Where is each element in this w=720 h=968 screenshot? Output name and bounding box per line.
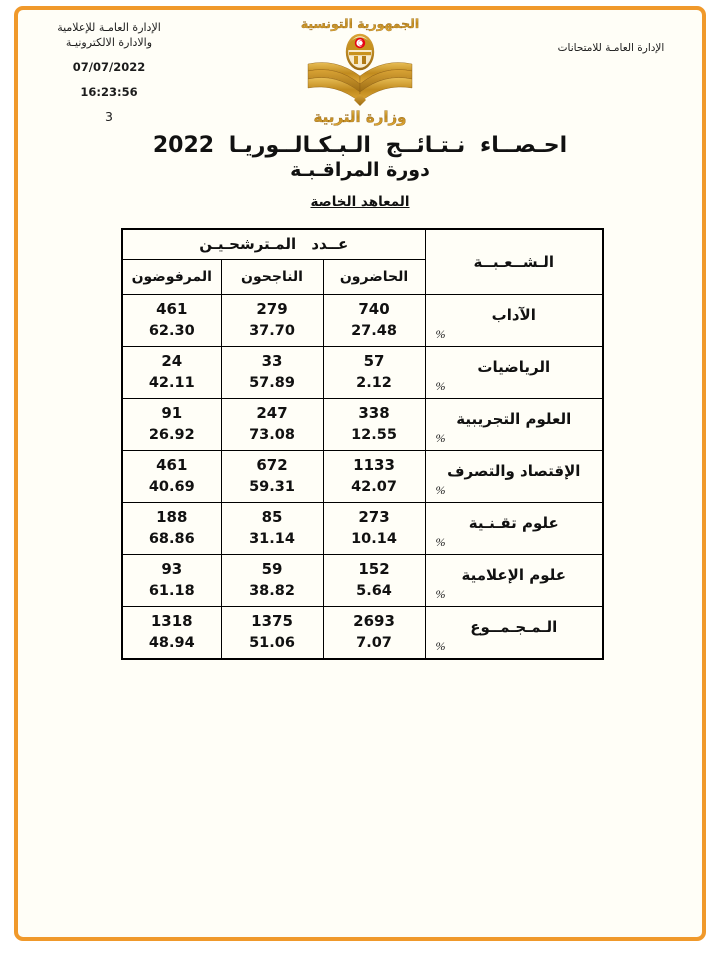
table-row-literature	[122, 294, 603, 346]
percent-symbol: %	[435, 534, 446, 549]
rejected-percent: 40.69	[148, 479, 195, 495]
table-row-economics-management	[122, 450, 603, 502]
percent-symbol: %	[435, 639, 446, 653]
successful-column-header: الناجحون	[221, 259, 323, 294]
branch-name: علوم تقـنـية	[468, 514, 559, 532]
rejected-percent: 48.94	[148, 635, 195, 652]
branch-name: علوم الإعلامية	[461, 566, 566, 584]
percent-symbol: %	[435, 482, 446, 497]
table-row-computer-science	[122, 554, 603, 606]
title-block	[0, 133, 720, 210]
percent-symbol: %	[435, 326, 446, 341]
successful-count: 59	[261, 560, 283, 578]
rejected-count: 461	[156, 456, 188, 474]
rejected-percent: 26.92	[148, 427, 195, 443]
main-title: احـصــاء نـتـائــج الـبـكـالــوريـا 2022	[152, 133, 568, 158]
rejected-column-header: المرفوضون	[122, 259, 221, 294]
print-time: 16:23:56	[80, 85, 138, 99]
table-row-experimental-sciences	[122, 398, 603, 450]
present-percent: 7.07	[356, 635, 392, 652]
present-count: 338	[358, 404, 390, 422]
rejected-percent: 42.11	[148, 375, 195, 391]
logo-ministry-text: وزارة التربية	[313, 108, 407, 126]
rejected-percent: 68.86	[148, 531, 195, 547]
institutes-subtitle: المعاهد الخاصة	[310, 194, 410, 210]
branch-name: الآداب	[491, 306, 536, 324]
header-right-block	[526, 42, 696, 54]
successful-count: 247	[256, 404, 288, 422]
table-row-mathematics	[122, 346, 603, 398]
present-column-header: الحاضرون	[323, 259, 425, 294]
percent-symbol: %	[435, 430, 446, 445]
ministry-of-education-logo-icon	[296, 10, 424, 126]
branch-name: الرياضيات	[477, 358, 551, 376]
candidates-count-header: عــدد المـترشحـيـن	[122, 229, 425, 259]
present-count: 740	[358, 300, 390, 318]
present-percent: 12.55	[351, 427, 397, 443]
dept-examinations: الإدارة العامـة للامتحانات	[557, 42, 665, 54]
successful-percent: 51.06	[249, 635, 295, 652]
successful-count: 279	[256, 300, 288, 318]
present-count: 1133	[353, 456, 395, 474]
branch-column-header: الـشــعـبــة	[425, 229, 603, 294]
successful-percent: 73.08	[249, 427, 295, 443]
present-percent: 5.64	[356, 583, 392, 599]
present-percent: 42.07	[351, 479, 397, 495]
successful-count: 1375	[251, 612, 293, 631]
rejected-percent: 61.18	[148, 583, 195, 599]
rejected-percent: 62.30	[148, 323, 195, 339]
rejected-count: 1318	[150, 612, 193, 631]
successful-count: 33	[261, 352, 283, 370]
successful-count: 85	[261, 508, 283, 526]
page-number: 3	[105, 109, 113, 124]
table-row-total	[122, 606, 603, 659]
table-row-technical-sciences	[122, 502, 603, 554]
dept-informatics-line1: الإدارة العامـة للإعلامية	[57, 21, 161, 34]
rejected-count: 91	[161, 404, 183, 422]
present-count: 2693	[353, 612, 395, 631]
session-subtitle: دورة المراقـبـة	[290, 159, 430, 181]
successful-percent: 59.31	[249, 479, 295, 495]
header-left-block	[26, 20, 192, 124]
dept-informatics-line2: والادارة الالكترونيـة	[65, 36, 153, 49]
present-count: 152	[358, 560, 390, 578]
percent-symbol: %	[435, 586, 446, 601]
successful-percent: 37.70	[249, 323, 295, 339]
print-date: 07/07/2022	[72, 60, 146, 74]
present-count: 273	[358, 508, 390, 526]
logo-republic-text: الجمهورية التونسية	[300, 16, 420, 31]
rejected-count: 461	[156, 300, 188, 318]
present-percent: 27.48	[351, 323, 397, 339]
branch-name: العلوم التجريبية	[456, 410, 572, 428]
present-percent: 10.14	[351, 531, 397, 547]
successful-percent: 57.89	[249, 375, 295, 391]
present-percent: 2.12	[356, 375, 392, 391]
branch-name: الـمـجـمــوع	[470, 618, 558, 637]
successful-count: 672	[256, 456, 288, 474]
successful-percent: 38.82	[249, 583, 295, 599]
rejected-count: 24	[161, 352, 183, 370]
present-count: 57	[363, 352, 385, 370]
percent-symbol: %	[435, 378, 446, 393]
rejected-count: 93	[161, 560, 183, 578]
branch-name: الإقتصاد والتصرف	[447, 462, 581, 480]
rejected-count: 188	[156, 508, 188, 526]
table-header-row-1	[122, 229, 603, 259]
results-table	[121, 228, 604, 660]
successful-percent: 31.14	[249, 531, 295, 547]
tunisia-emblem-icon	[347, 35, 373, 69]
